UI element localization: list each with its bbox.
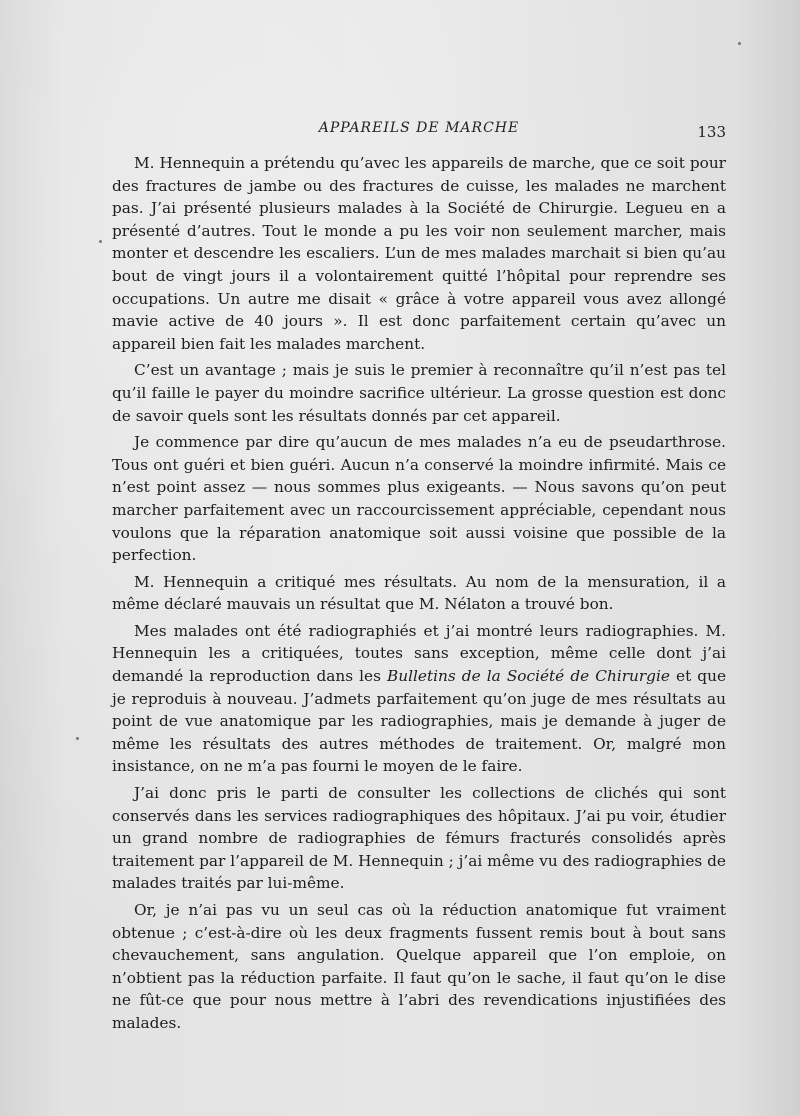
paragraph-4: M. Hennequin a critiqué mes résultats. Au nom de la mensuration, il a même déclaré mauvais un résultat que M. Nélaton a trouvé bon. bbox=[112, 572, 726, 614]
page-header bbox=[112, 120, 726, 144]
paragraph-6: J’ai donc pris le parti de consulter les collections de clichés qui sont conservés dans les services radiographiques des hôpitaux. J’ai pu voir, étudier un grand nombre de radiographies de fémurs fracturés consolidés après traitement par l’appareil de M. Hennequin ; j’ai même vu des radiographies de malades traités par lui-même. bbox=[112, 784, 726, 893]
paragraph-3: Je commence par dire qu’aucun de mes malades n’a eu de pseudarthrose. Tous ont guéri et bien guéri. Aucun n’a conservé la moindre infirmité. Mais ce n’est point assez — nous sommes plus exigeants. — Nous savons qu’on peut marcher parfaitement avec un raccourcissement appréciable, cependant nous voulons que la réparation anatomique soit aussi voisine que possible de la perfection. bbox=[112, 433, 726, 565]
paragraph-1: M. Hennequin a prétendu qu’avec les appareils de marche, que ce soit pour des fractures de jambe ou des fractures de cuisse, les malades ne marchent pas. J’ai présenté plusieurs malades à la Société de Chirurgie. Legueu en a présenté d’autres. Tout le monde a pu les voir non seulement marcher, mais monter et descendre les escaliers. L’un de mes malades marchait si bien qu’au bout de vingt jours il a volontairement quitté l’hôpital pour reprendre ses occupations. Un autre me disait « grâce à votre appareil vous avez allongé mavie active de 40 jours ». Il est donc parfaitement certain qu’avec un appareil bien fait les malades marchent. bbox=[112, 154, 726, 353]
running-title: APPAREILS DE MARCHE bbox=[318, 120, 520, 136]
paper-speck bbox=[99, 240, 102, 243]
paper-speck bbox=[738, 42, 741, 45]
paragraph-7: Or, je n’ai pas vu un seul cas où la réduction anatomique fut vraiment obtenue ; c’est-à-dire où les deux fragments fussent remis bout à bout sans chevauchement, sans angulation. Quelque appareil que l’on emploie, on n’obtient pas la réduction parfaite. Il faut qu’on le sache, il faut qu’on le dise ne fût-ce que pour nous mettre à l’abri des revendications injustifiées des malades. bbox=[112, 901, 726, 1032]
paper-speck bbox=[76, 737, 79, 740]
bulletins-title: Bulletins de la Société de Chirurgie bbox=[387, 667, 670, 686]
body-text bbox=[112, 152, 726, 1039]
page-number: 133 bbox=[697, 123, 726, 141]
paragraph-5-text-before: Mes malades ont été radiographiés et j’ai montré leurs radiographies. M. Hennequin les a critiquées, toutes sans exception, même celle dont j’ai demandé la reproduction dans les bbox=[112, 621, 726, 686]
paragraph-2: C’est un avantage ; mais je suis le premier à reconnaître qu’il n’est pas tel qu’il faille le payer du moindre sacrifice ultérieur. La grosse question est donc de savoir quels sont les résultats donnés par cet appareil. bbox=[112, 361, 726, 425]
paragraph-5-text-after: et que je reproduis à nouveau. J’admets parfaitement qu’on juge de mes résultats au point de vue anatomique par les radiographies, mais je demande à juger de même les résultats des autres méthodes de traitement. Or, malgré mon insistance, on ne m’a pas fourni le moyen de le faire. bbox=[112, 667, 726, 776]
paragraph-5 bbox=[112, 620, 726, 778]
